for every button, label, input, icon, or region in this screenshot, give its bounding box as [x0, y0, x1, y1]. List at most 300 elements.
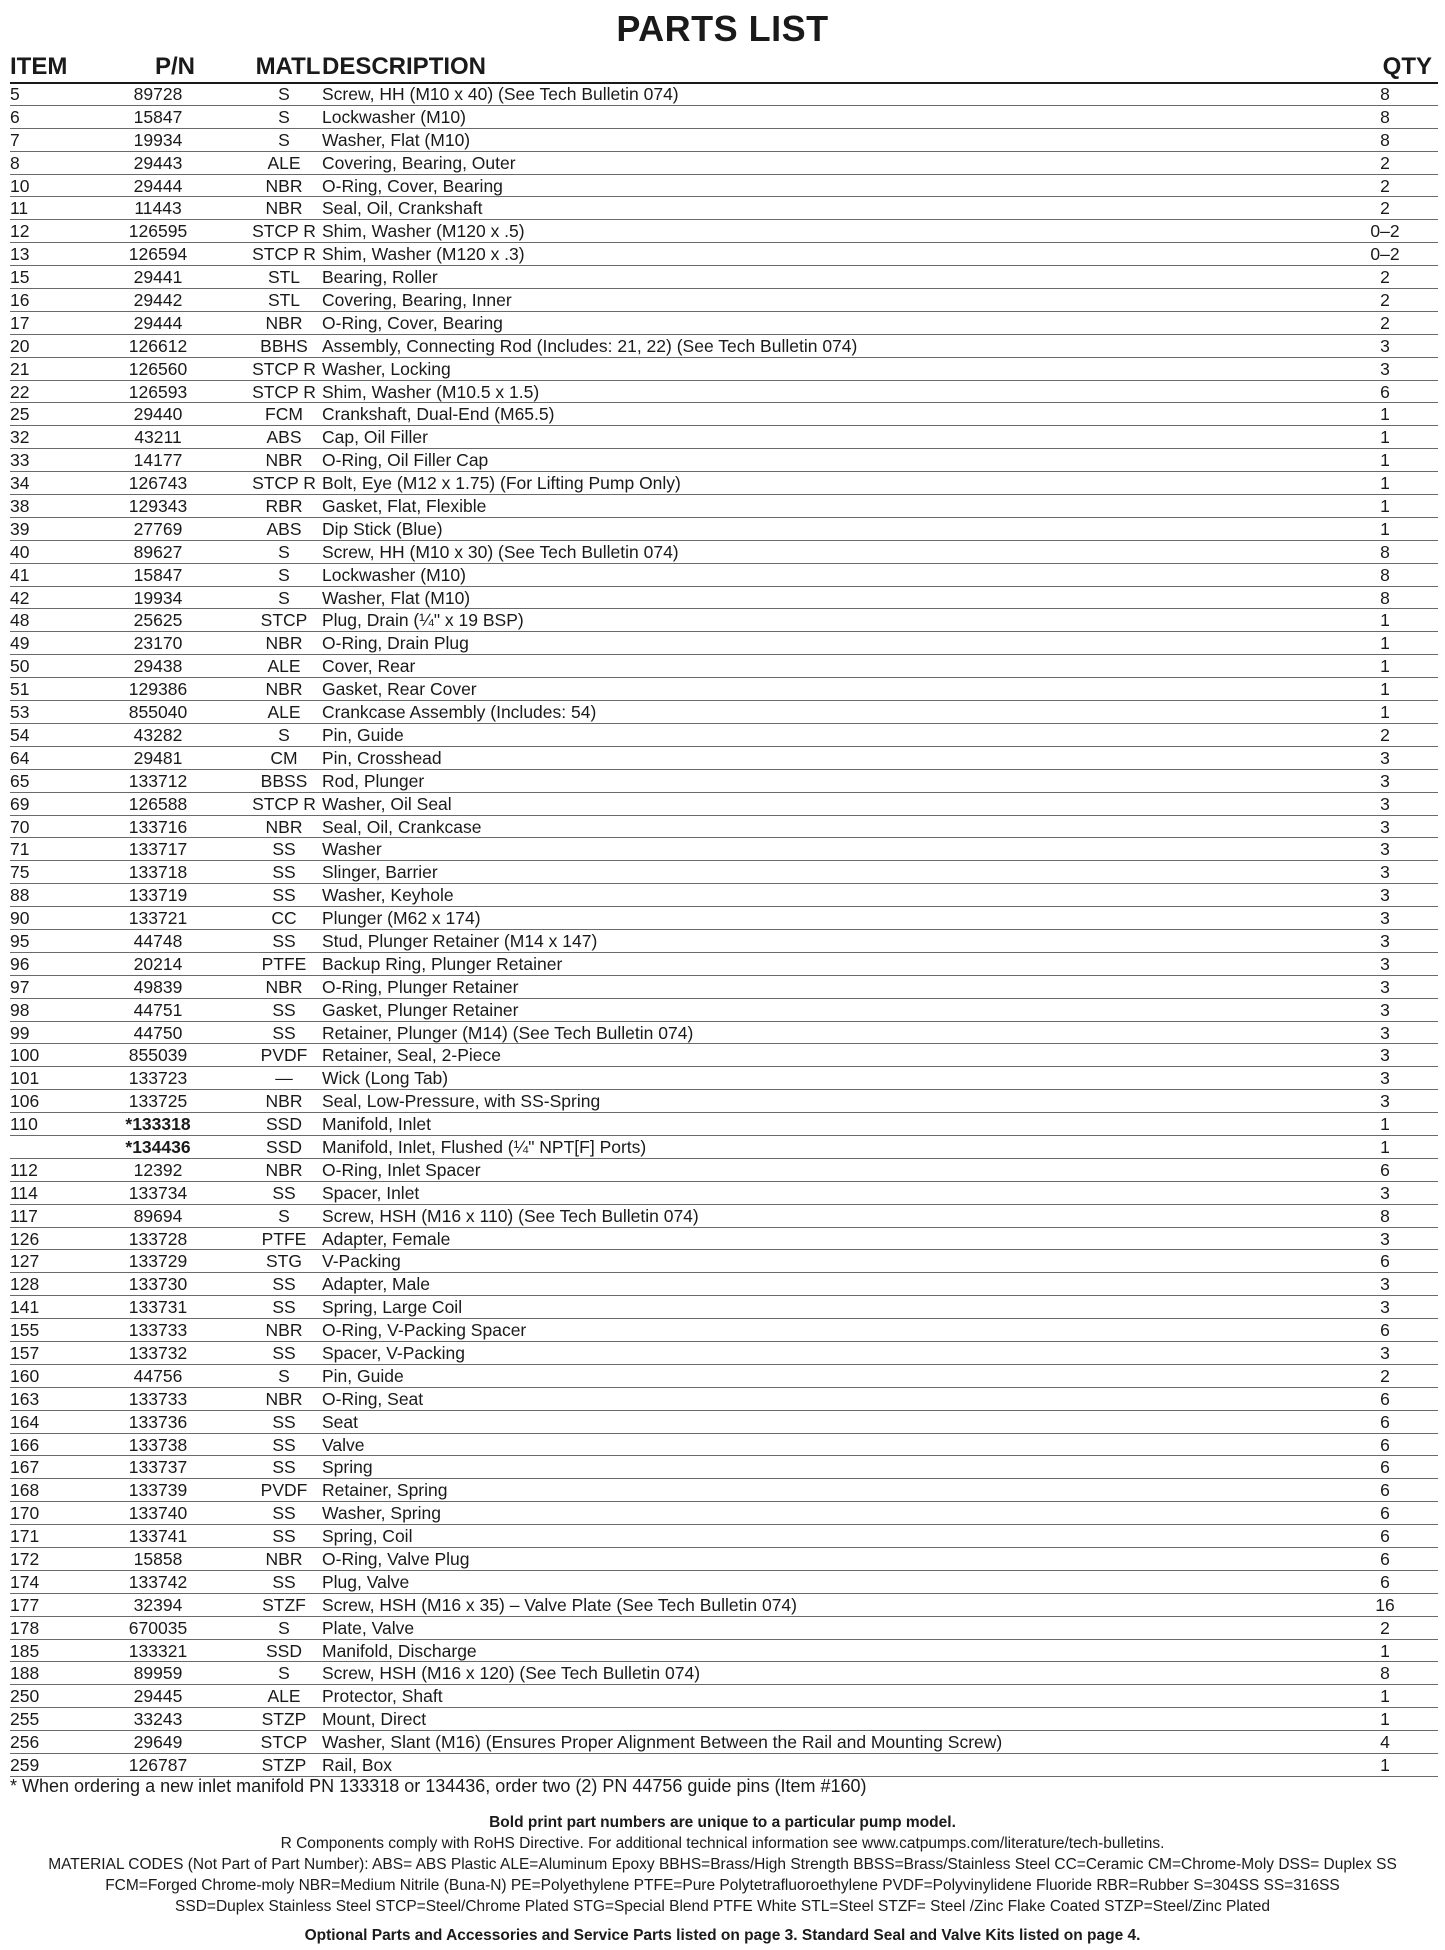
- cell-qty: 3: [1380, 1274, 1390, 1295]
- cell-item: 256: [10, 1732, 40, 1753]
- cell-pn: 133712: [128, 770, 188, 791]
- cell-qty: 1: [1380, 702, 1390, 723]
- cell-pn: 129343: [128, 496, 188, 517]
- table-row: [10, 1662, 1438, 1685]
- cell-pn: 29438: [133, 656, 183, 677]
- table-row: [10, 541, 1438, 564]
- cell-matl: NBR: [265, 312, 303, 333]
- table-row: [10, 1182, 1438, 1205]
- cell-qty: 3: [1380, 999, 1390, 1020]
- cell-item: 5: [10, 84, 20, 104]
- table-row: [10, 1434, 1438, 1457]
- table-row: [10, 816, 1438, 839]
- cell-matl: S: [278, 564, 290, 585]
- cell-qty: 1: [1380, 427, 1390, 448]
- cell-item: 164: [10, 1411, 40, 1432]
- cell-matl: STCP R: [252, 358, 316, 379]
- cell-qty: 3: [1380, 862, 1390, 883]
- table-row: [10, 1365, 1438, 1388]
- cell-description: Screw, HH (M10 x 40) (See Tech Bulletin 074): [322, 84, 679, 104]
- cell-item: 126: [10, 1228, 40, 1249]
- table-row: [10, 861, 1438, 884]
- cell-matl: SS: [272, 1571, 296, 1592]
- cell-pn: 126594: [128, 244, 188, 265]
- cell-item: 21: [10, 358, 30, 379]
- cell-item: 255: [10, 1709, 40, 1730]
- cell-pn: 19934: [133, 129, 183, 150]
- table-row: [10, 1067, 1438, 1090]
- cell-item: 11: [10, 198, 29, 219]
- cell-description: Bearing, Roller: [322, 267, 438, 288]
- cell-item: 22: [10, 381, 30, 402]
- cell-qty: 2: [1380, 175, 1390, 196]
- cell-matl: BBHS: [260, 335, 308, 356]
- cell-qty: 1: [1380, 1136, 1390, 1157]
- cell-description: Covering, Bearing, Inner: [322, 290, 512, 311]
- cell-matl: NBR: [265, 633, 303, 654]
- cell-matl: ALE: [267, 702, 301, 723]
- table-row: [10, 1548, 1438, 1571]
- cell-pn: 133718: [128, 862, 188, 883]
- cell-pn: 133736: [128, 1411, 188, 1432]
- cell-item: 53: [10, 702, 30, 723]
- table-row: [10, 220, 1438, 243]
- cell-item: 65: [10, 770, 30, 791]
- cell-description: Seal, Oil, Crankshaft: [322, 198, 483, 219]
- cell-description: O-Ring, Valve Plug: [322, 1549, 470, 1569]
- cell-item: 88: [10, 885, 30, 906]
- cell-description: Pin, Guide: [322, 1365, 404, 1386]
- cell-matl: S: [278, 106, 290, 127]
- cell-qty: 2: [1380, 152, 1390, 173]
- cell-pn: 89728: [133, 84, 183, 104]
- cell-qty: 1: [1380, 450, 1390, 471]
- table-row: [10, 175, 1438, 198]
- cell-item: 185: [10, 1640, 40, 1661]
- cell-qty: 16: [1375, 1594, 1395, 1615]
- cell-qty: 3: [1380, 1068, 1390, 1089]
- cell-pn: 133742: [128, 1571, 188, 1592]
- cell-matl: SS: [272, 1411, 296, 1432]
- cell-pn: 12392: [133, 1159, 183, 1180]
- cell-item: 172: [10, 1549, 40, 1569]
- cell-item: 168: [10, 1480, 40, 1501]
- cell-item: 20: [10, 335, 30, 356]
- cell-item: 8: [10, 152, 20, 173]
- cell-item: 12: [10, 221, 30, 242]
- cell-qty: 1: [1380, 473, 1390, 494]
- material-codes-line-2: FCM=Forged Chrome-moly NBR=Medium Nitrile (Buna-N) PE=Polyethylene PTFE=Pure Polytetrafluoroethylene PVDF=Polyvinylidene Fluoride RBR=Rubber S=304SS SS=316SS: [105, 1877, 1340, 1894]
- cell-matl: NBR: [265, 198, 303, 219]
- cell-matl: BBSS: [260, 770, 308, 791]
- table-row: [10, 129, 1438, 152]
- table-row: [10, 999, 1438, 1022]
- cell-matl: SS: [272, 1434, 296, 1455]
- cell-item: 167: [10, 1457, 40, 1478]
- table-row: [10, 564, 1438, 587]
- cell-item: 7: [10, 129, 20, 150]
- cell-description: Backup Ring, Plunger Retainer: [322, 953, 563, 974]
- cell-qty: 6: [1380, 1457, 1390, 1478]
- table-row: [10, 426, 1438, 449]
- cell-matl: S: [278, 724, 290, 745]
- cell-pn: 44756: [133, 1365, 183, 1386]
- cell-qty: 8: [1380, 84, 1390, 104]
- cell-item: 127: [10, 1251, 40, 1272]
- cell-matl: SS: [272, 1182, 296, 1203]
- cell-qty: 1: [1380, 404, 1390, 425]
- cell-description: Screw, HSH (M16 x 35) – Valve Plate (See Tech Bulletin 074): [322, 1594, 797, 1615]
- table-row: [10, 953, 1438, 976]
- cell-description: Slinger, Barrier: [322, 862, 438, 883]
- cell-pn: 133719: [128, 885, 188, 906]
- cell-matl: SS: [272, 1457, 296, 1478]
- table-row: [10, 106, 1438, 129]
- cell-matl: SSD: [266, 1114, 302, 1135]
- cell-qty: 2: [1380, 267, 1390, 288]
- cell-matl: ALE: [267, 656, 301, 677]
- cell-matl: S: [278, 1663, 290, 1684]
- cell-description: V-Packing: [322, 1251, 401, 1272]
- cell-description: Valve: [322, 1434, 365, 1455]
- cell-item: 101: [10, 1068, 40, 1089]
- cell-item: 17: [10, 312, 30, 333]
- cell-description: Bolt, Eye (M12 x 1.75) (For Lifting Pump Only): [322, 473, 681, 494]
- cell-pn: 126612: [128, 335, 188, 356]
- cell-qty: 1: [1380, 1114, 1390, 1135]
- material-codes-line-1: MATERIAL CODES (Not Part of Part Number): ABS= ABS Plastic ALE=Aluminum Epoxy BBHS=Brass/High Strength BBSS=Brass/Stainless Steel CC=Ceramic CM=Chrome-Moly DSS= Duplex SS: [48, 1856, 1397, 1873]
- cell-matl: STCP R: [252, 381, 316, 402]
- cell-description: Washer, Slant (M16) (Ensures Proper Alignment Between the Rail and Mounting Screw): [322, 1732, 1003, 1753]
- cell-qty: 3: [1380, 770, 1390, 791]
- cell-pn: 133733: [128, 1320, 188, 1341]
- cell-qty: 3: [1380, 1228, 1390, 1249]
- cell-pn: 670035: [128, 1617, 188, 1638]
- cell-qty: 3: [1380, 747, 1390, 768]
- cell-description: Washer, Spring: [322, 1503, 441, 1524]
- cell-matl: SS: [272, 839, 296, 860]
- cell-qty: 3: [1380, 1182, 1390, 1203]
- cell-matl: SS: [272, 1526, 296, 1547]
- rohs-note: R Components comply with RoHS Directive. For additional technical information see www.catpumps.com/literature/tech-bulletins.: [280, 1835, 1165, 1852]
- cell-qty: 8: [1380, 587, 1390, 608]
- cell-qty: 6: [1380, 1388, 1390, 1409]
- cell-qty: 1: [1380, 1640, 1390, 1661]
- table-row: [10, 152, 1438, 175]
- header-matl: MATL: [255, 53, 321, 80]
- cell-qty: 3: [1380, 335, 1390, 356]
- cell-matl: ALE: [267, 1686, 301, 1707]
- cell-description: O-Ring, Inlet Spacer: [322, 1159, 481, 1180]
- cell-description: Plate, Valve: [322, 1617, 415, 1638]
- cell-matl: NBR: [265, 976, 303, 997]
- cell-item: 166: [10, 1434, 40, 1455]
- cell-pn: 29440: [133, 404, 183, 425]
- cell-description: Manifold, Inlet, Flushed (¼" NPT[F] Ports): [322, 1136, 647, 1157]
- table-row: [10, 1388, 1438, 1411]
- cell-pn: 89627: [133, 541, 183, 562]
- cell-item: 75: [10, 862, 30, 883]
- cell-description: Crankcase Assembly (Includes: 54): [322, 702, 597, 723]
- table-row: [10, 1685, 1438, 1708]
- cell-description: Protector, Shaft: [322, 1686, 443, 1707]
- cell-pn: 23170: [133, 633, 183, 654]
- cell-matl: NBR: [265, 816, 303, 837]
- cell-pn: 11443: [134, 198, 182, 219]
- table-row: [10, 1136, 1438, 1159]
- cell-matl: PTFE: [261, 953, 307, 974]
- cell-pn: 133730: [128, 1274, 188, 1295]
- cell-pn: 29444: [133, 312, 183, 333]
- table-row: [10, 403, 1438, 426]
- cell-item: 71: [10, 839, 30, 860]
- cell-pn: 15847: [133, 106, 183, 127]
- cell-item: 170: [10, 1503, 40, 1524]
- table-row: [10, 1479, 1438, 1502]
- cell-qty: 6: [1380, 1549, 1390, 1569]
- cell-matl: S: [278, 1205, 290, 1226]
- cell-description: O-Ring, Drain Plug: [322, 633, 469, 654]
- cell-pn: 133733: [128, 1388, 188, 1409]
- cell-description: Retainer, Plunger (M14) (See Tech Bulletin 074): [322, 1022, 694, 1043]
- cell-pn: 15858: [133, 1549, 183, 1569]
- cell-pn: 133729: [128, 1251, 188, 1272]
- cell-item: 64: [10, 747, 30, 768]
- cell-description: Crankshaft, Dual-End (M65.5): [322, 404, 555, 425]
- cell-item: 128: [10, 1274, 40, 1295]
- cell-pn: 133723: [128, 1068, 188, 1089]
- cell-matl: STCP: [260, 610, 308, 631]
- cell-matl: SS: [272, 930, 296, 951]
- cell-pn: 29649: [133, 1732, 183, 1753]
- cell-qty: 3: [1380, 908, 1390, 929]
- cell-item: 114: [10, 1182, 38, 1203]
- table-row: [10, 1594, 1438, 1617]
- cell-pn: 29481: [133, 747, 183, 768]
- cell-qty: 8: [1380, 106, 1390, 127]
- cell-description: Pin, Guide: [322, 724, 404, 745]
- cell-matl: SS: [272, 885, 296, 906]
- cell-description: Retainer, Seal, 2-Piece: [322, 1045, 501, 1066]
- material-codes-line-3: SSD=Duplex Stainless Steel STCP=Steel/Chrome Plated STG=Special Blend PTFE White STL=Steel STZF= Steel /Zinc Flake Coated STZP=Steel/Zinc Plated: [175, 1898, 1270, 1915]
- cell-description: Washer: [322, 839, 382, 860]
- table-row: [10, 793, 1438, 816]
- cell-description: Gasket, Rear Cover: [322, 679, 477, 700]
- cell-matl: NBR: [265, 1549, 303, 1569]
- cell-item: 174: [10, 1571, 40, 1592]
- cell-item: 16: [10, 290, 30, 311]
- cell-item: 160: [10, 1365, 40, 1386]
- cell-pn: 133739: [128, 1480, 188, 1501]
- cell-item: 90: [10, 908, 30, 929]
- cell-item: 250: [10, 1686, 40, 1707]
- table-row: [10, 701, 1438, 724]
- cell-matl: SS: [272, 1503, 296, 1524]
- cell-pn: 44751: [133, 999, 183, 1020]
- cell-pn: 133734: [128, 1182, 188, 1203]
- cell-item: 112: [10, 1159, 38, 1180]
- cell-description: O-Ring, Oil Filler Cap: [322, 450, 489, 471]
- cell-matl: PTFE: [261, 1228, 307, 1249]
- table-row: [10, 1525, 1438, 1548]
- cell-pn: *134436: [125, 1136, 191, 1157]
- cell-item: 155: [10, 1320, 40, 1341]
- table-row: [10, 1411, 1438, 1434]
- cell-pn: 29441: [133, 267, 183, 288]
- cell-item: 95: [10, 930, 30, 951]
- cell-pn: 133717: [128, 839, 188, 860]
- cell-matl: STCP R: [252, 473, 316, 494]
- cell-pn: 29445: [133, 1686, 183, 1707]
- table-row: [10, 495, 1438, 518]
- cell-pn: 855039: [128, 1045, 188, 1066]
- cell-matl: STG: [266, 1251, 302, 1272]
- table-row: [10, 1113, 1438, 1136]
- page-title: PARTS LIST: [616, 8, 829, 49]
- cell-pn: 133738: [128, 1434, 188, 1455]
- cell-description: Plug, Valve: [322, 1571, 410, 1592]
- cell-item: 98: [10, 999, 30, 1020]
- table-row: [10, 1319, 1438, 1342]
- cell-matl: SS: [272, 1297, 296, 1318]
- cell-qty: 8: [1380, 129, 1390, 150]
- table-row: [10, 289, 1438, 312]
- cell-pn: 15847: [133, 564, 183, 585]
- cell-description: Covering, Bearing, Outer: [322, 152, 516, 173]
- cell-matl: SS: [272, 1022, 296, 1043]
- table-row: [10, 1456, 1438, 1479]
- table-row: [10, 678, 1438, 701]
- cell-description: O-Ring, Plunger Retainer: [322, 976, 519, 997]
- cell-qty: 2: [1380, 290, 1390, 311]
- cell-description: Manifold, Inlet: [322, 1114, 431, 1135]
- cell-qty: 2: [1380, 198, 1390, 219]
- cell-description: Spacer, Inlet: [322, 1182, 420, 1203]
- cell-pn: 43211: [134, 427, 182, 448]
- cell-item: 32: [10, 427, 30, 448]
- cell-matl: PVDF: [260, 1045, 308, 1066]
- cell-qty: 2: [1380, 1617, 1390, 1638]
- table-row: [10, 1205, 1438, 1228]
- table-row: [10, 472, 1438, 495]
- cell-item: 42: [10, 587, 30, 608]
- cell-description: Washer, Flat (M10): [322, 129, 471, 150]
- cell-matl: S: [278, 1617, 290, 1638]
- cell-pn: 133728: [128, 1228, 188, 1249]
- cell-pn: 129386: [128, 679, 188, 700]
- cell-description: Lockwasher (M10): [322, 564, 466, 585]
- cell-matl: SSD: [266, 1640, 302, 1661]
- cell-qty: 8: [1380, 1205, 1390, 1226]
- cell-description: O-Ring, Cover, Bearing: [322, 175, 503, 196]
- cell-pn: 133731: [128, 1297, 188, 1318]
- table-row: [10, 930, 1438, 953]
- cell-matl: STZF: [262, 1594, 306, 1615]
- cell-qty: 3: [1380, 1022, 1390, 1043]
- cell-description: Adapter, Male: [322, 1274, 430, 1295]
- table-row: [10, 266, 1438, 289]
- table-row: [10, 312, 1438, 335]
- cell-pn: 133716: [128, 816, 188, 837]
- cell-matl: STCP R: [252, 221, 316, 242]
- table-header: [10, 54, 1438, 84]
- table-row: [10, 1250, 1438, 1273]
- cell-description: Adapter, Female: [322, 1228, 451, 1249]
- table-row: [10, 724, 1438, 747]
- cell-description: Pin, Crosshead: [322, 747, 442, 768]
- cell-description: Plug, Drain (¼" x 19 BSP): [322, 610, 524, 631]
- cell-matl: NBR: [265, 1388, 303, 1409]
- cell-matl: SS: [272, 862, 296, 883]
- table-row: [10, 1228, 1438, 1251]
- table-row: [10, 1708, 1438, 1731]
- cell-pn: 29442: [133, 290, 183, 311]
- cell-qty: 6: [1380, 1480, 1390, 1501]
- cell-description: Plunger (M62 x 174): [322, 908, 481, 929]
- cell-item: 188: [10, 1663, 40, 1684]
- cell-description: Mount, Direct: [322, 1709, 427, 1730]
- table-row: [10, 1296, 1438, 1319]
- table-row: [10, 587, 1438, 610]
- cell-matl: S: [278, 587, 290, 608]
- cell-matl: STZP: [261, 1709, 307, 1730]
- cell-description: Washer, Locking: [322, 358, 451, 379]
- cell-qty: 1: [1380, 610, 1390, 631]
- cell-qty: 6: [1380, 1159, 1390, 1180]
- cell-qty: 1: [1380, 656, 1390, 677]
- cell-pn: 20214: [133, 953, 183, 974]
- cell-matl: STCP: [260, 1732, 308, 1753]
- cell-qty: 3: [1380, 1297, 1390, 1318]
- cell-description: Gasket, Plunger Retainer: [322, 999, 519, 1020]
- table-row: [10, 838, 1438, 861]
- cell-description: Seal, Low-Pressure, with SS-Spring: [322, 1091, 601, 1112]
- cell-matl: SSD: [266, 1136, 302, 1157]
- cell-description: Cap, Oil Filler: [322, 427, 428, 448]
- cell-item: 38: [10, 496, 30, 517]
- cell-item: 100: [10, 1045, 40, 1066]
- cell-description: Shim, Washer (M120 x .3): [322, 244, 525, 265]
- table-row: [10, 1731, 1438, 1754]
- cell-item: 33: [10, 450, 30, 471]
- cell-item: 49: [10, 633, 30, 654]
- table-row: [10, 1502, 1438, 1525]
- cell-matl: CM: [270, 747, 298, 768]
- cell-pn: 133725: [128, 1091, 188, 1112]
- cell-qty: 3: [1380, 839, 1390, 860]
- cell-matl: NBR: [265, 175, 303, 196]
- table-row: [10, 1617, 1438, 1640]
- optional-parts-note: Optional Parts and Accessories and Service Parts listed on page 3. Standard Seal and Valve Kits listed on page 4.: [304, 1927, 1141, 1944]
- cell-qty: 3: [1380, 1091, 1390, 1112]
- cell-matl: STZP: [261, 1755, 307, 1776]
- cell-pn: 14177: [133, 450, 183, 471]
- cell-item: 40: [10, 541, 30, 562]
- cell-description: O-Ring, V-Packing Spacer: [322, 1320, 527, 1341]
- table-row: [10, 1022, 1438, 1045]
- cell-pn: *133318: [125, 1114, 191, 1135]
- cell-qty: 3: [1380, 816, 1390, 837]
- header-item: ITEM: [10, 53, 68, 80]
- cell-description: Spring, Coil: [322, 1526, 413, 1547]
- cell-pn: 43282: [133, 724, 183, 745]
- cell-description: Spring, Large Coil: [322, 1297, 463, 1318]
- cell-pn: 126595: [128, 221, 188, 242]
- table-row: [10, 655, 1438, 678]
- cell-qty: 3: [1380, 885, 1390, 906]
- cell-description: Wick (Long Tab): [322, 1068, 449, 1089]
- cell-pn: 89694: [133, 1205, 183, 1226]
